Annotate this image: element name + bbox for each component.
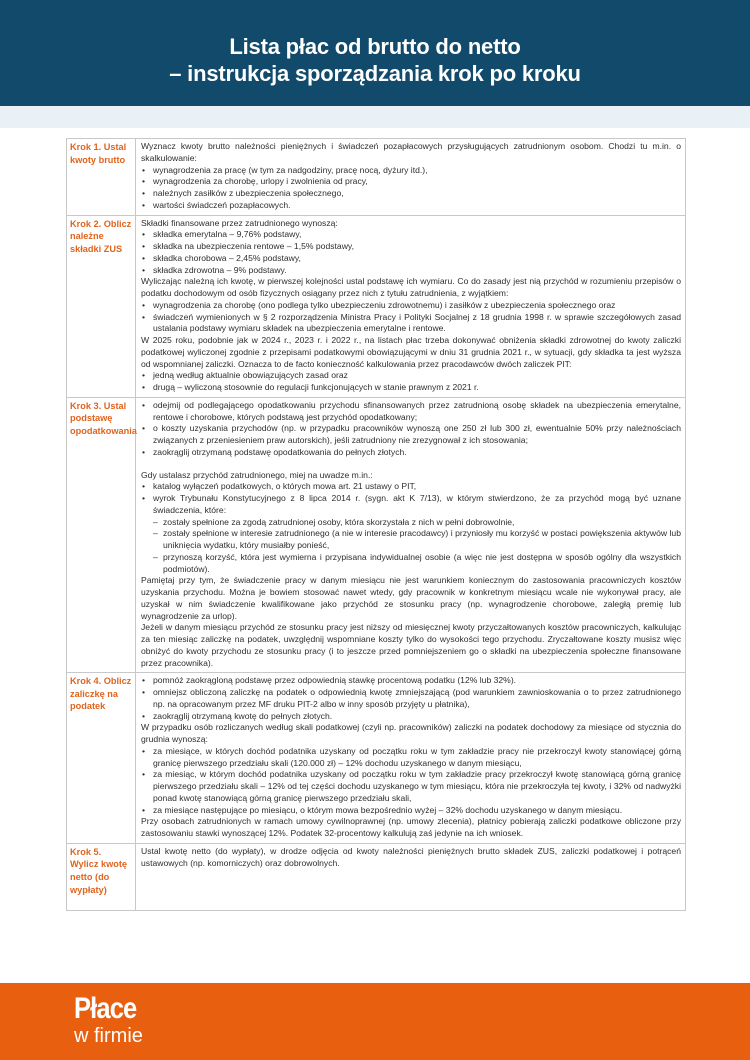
step-paragraph: W 2025 roku, podobnie jak w 2024 r., 2023 r. i 2022 r., na listach płac trzeba dokonywać obniżenia składki zdrowotnej do kwoty zaliczki podatkowej wyliczonej zgodnie z przepisami podatkowymi obowiązującymi w dniu 31 grudnia 2021 r., w sytuacji, gdy składka ta jest wyższa od wspomnianej zaliczki. Oznacza to de facto konieczność kalkulowania przez pracodawców dwóch zaliczek PIT: [141,335,681,369]
bullet-list [141,481,681,516]
header-strip [0,106,750,128]
page-title-line-2: – instrukcja sporządzania krok po kroku [169,61,581,86]
step-paragraph: Przy osobach zatrudnionych w ramach umowy cywilnoprawnej (np. umowy zlecenia), płatnicy pobierają zaliczki podatkowe obliczone przy zastosowaniu stawki wynoszącej 12%. Podatek 32-procentowy kalkulują zaś jedynie na ich wniosek. [141,816,681,838]
list-item: • świadczeń wymienionych w § 2 rozporządzenia Ministra Pracy i Polityki Socjalnej z 18 grudnia 1998 r. w sprawie szczegółowych zasad ustalania podstawy wymiaru składek na ubezpieczenia emerytalne i rentowe. [141,312,681,336]
list-item: – przynoszą korzyść, która jest wymierna i przypisana indywidualnej osobie (a więc nie jest dostępna w sposób ogólny dla wszystkich podmiotów). [153,552,681,576]
step-paragraph: Pamiętaj przy tym, że świadczenie pracy w danym miesiącu nie jest warunkiem koniecznym do zastosowania pracowniczych kosztów uzyskania przychodu. Można je bowiem stosować nawet wtedy, gdy pracownik w konkretnym miesiącu wcale nie wykonywał pracy, ale uzyskał w nim świadczenie kwalifikowane jako przychód ze stosunku pracy (np. wynagrodzenie chorobowe, zaległą premię lub wynagrodzenie za urlop). [141,575,681,621]
list-item: • składka emerytalna – 9,76% podstawy, [141,229,681,241]
bullet-list [141,300,681,335]
step-label: Krok 2. Oblicz należne składki ZUS [67,215,136,397]
step-label: Krok 1. Ustal kwoty brutto [67,139,136,216]
list-item: • wynagrodzenia za chorobę (ono podlega tylko ubezpieczeniu zdrowotnemu) i zasiłków z ubezpieczenia społecznego oraz [141,300,681,312]
logo-subtitle: w firmie [74,1025,143,1047]
list-item: • o koszty uzyskania przychodów (np. w przypadku pracowników wynoszą one 250 zł lub 300 zł, ewentualnie 50% przy należnościach związanych z przeniesieniem praw autorskich), jeśli zatrudniony nie zrezygnował z ich stosowania; [141,423,681,447]
bullet-list [141,400,681,459]
list-item: • odejmij od podlegającego opodatkowaniu przychodu sfinansowanych przez zatrudnioną osobę składek na ubezpieczenia emerytalne, rentowe i chorobowe, których podstawą jest przychód opodatkowany; [141,400,681,424]
step-content [136,215,686,397]
bullet-list [141,675,681,722]
brand-logo [68,992,178,1054]
list-item: • za miesiące, w których dochód podatnika uzyskany od początku roku w tym zakładzie pracy nie przekroczył kwoty stanowiącej górną granicę pierwszego przedziału skali (120.000 zł) – 12% dochodu uzyskanego w danym miesiącu, [141,746,681,770]
step-row [67,139,686,216]
instruction-table [66,138,686,911]
step-intro: Wyznacz kwoty brutto należności pieniężnych i świadczeń pozapłacowych przysługujących zatrudnionym osobom. Chodzi tu m.in. o skalkulowanie: [141,141,681,163]
list-item: • pomnóż zaokrągloną podstawę przez odpowiednią stawkę procentową podatku (12% lub 32%). [141,675,681,687]
instruction-table-wrapper [66,138,686,911]
list-item: – zostały spełnione w interesie zatrudnionego (a nie w interesie pracodawcy) i przyniosły mu korzyść w postaci powiększenia aktywów lub uniknięcia wydatku, który musiałby ponieść, [153,528,681,552]
bullet-list [141,229,681,276]
logo-wordmark: Płace [74,992,137,1025]
list-item: • zaokrąglij otrzymaną kwotę do pełnych złotych. [141,711,681,723]
list-item: • drugą – wyliczoną stosownie do regulacji funkcjonujących w stanie prawnym z 2021 r. [141,382,681,394]
step-label: Krok 5. Wylicz kwotę netto (do wypłaty) [67,843,136,910]
step-intro: Ustal kwotę netto (do wypłaty), w drodze odjęcia od kwoty należności pieniężnych brutto składek ZUS, zaliczki podatkowej i potrąceń ustawowych (np. komorniczych) oraz dobrowolnych. [141,845,681,868]
list-item: • katalog wyłączeń podatkowych, o których mowa art. 21 ustawy o PIT, [141,481,681,493]
list-item: • za miesiąc, w którym dochód podatnika uzyskany od początku roku w tym zakładzie pracy przekroczył kwotę stanowiącą górną granicę pierwszego przedziału skali – 12% od tej części dochodu uzyskanego w tym miesiącu, która nie przekroczyła tej kwoty, i 32% od nadwyżki ponad kwotę stanowiącą górną granicę pierwszego przedziału skali, [141,769,681,804]
list-item: • jedną według aktualnie obowiązujących zasad oraz [141,370,681,382]
page-title-line-1: Lista płac od brutto do netto [229,34,521,59]
step-content [136,843,686,910]
step-row [67,215,686,397]
list-item: • składka chorobowa – 2,45% podstawy, [141,253,681,265]
list-item: • omniejsz obliczoną zaliczkę na podatek o odpowiednią kwotę zmniejszającą (pod warunkiem zawnioskowania o to przez zatrudnionego np. na opracowanym przez MF druku PIT-2 albo w inny sposób przyjęty u płatnika), [141,687,681,711]
list-item: • wyrok Trybunału Konstytucyjnego z 8 lipca 2014 r. (sygn. akt K 7/13), w którym stwierdzono, że za przychód mogą być uznane świadczenia, które: [141,493,681,517]
step-row [67,673,686,844]
list-item: • składka zdrowotna – 9% podstawy. [141,265,681,277]
step-intro: Składki finansowane przez zatrudnionego wynoszą: [141,217,338,228]
step-label: Krok 3. Ustal podstawę opodatkowania [67,397,136,673]
step-paragraph: Gdy ustalasz przychód zatrudnionego, miej na uwadze m.in.: [141,469,373,480]
step-content [136,673,686,844]
list-item: • wynagrodzenia za chorobę, urlopy i zwolnienia od pracy, [141,176,681,188]
list-item: • wynagrodzenia za pracę (w tym za nadgodziny, pracę nocą, dyżury itd.), [141,165,681,177]
step-paragraph: Jeżeli w danym miesiącu przychód ze stosunku pracy jest niższy od miesięcznej kwoty przyczałtowanych kosztów pracowniczych, kalkulując za ten miesiąc zaliczkę na podatek, uwzględnij wspomniane koszty tylko do wysokości tego przychodu. Zryczałtowane koszty musisz więc obniżyć do kwoty przychodu ze stosunku pracy (i to jeszcze przed pomniejszeniem go o składki na ubezpieczenia społeczne finansowane przez pracownika). [141,622,681,668]
list-item: – zostały spełnione za zgodą zatrudnionej osoby, która skorzystała z nich w pełni dobrowolnie, [153,517,681,529]
bullet-list [141,165,681,212]
step-paragraph: Wyliczając należną ich kwotę, w pierwszej kolejności ustal podstawę ich wymiaru. Co do zasady jest nią przychód w rozumieniu przepisów o podatku dochodowym od osób fizycznych osiągany przez nich z tytułu zatrudnienia, z wyjątkiem: [141,276,681,298]
bullet-list [141,370,681,394]
step-row [67,843,686,910]
dash-list [141,517,681,576]
page-header [0,0,750,106]
step-paragraph: W przypadku osób rozliczanych według skali podatkowej (czyli np. pracowników) zaliczki na podatek dochodowy za miesiące od stycznia do grudnia wynoszą: [141,722,681,744]
list-item: • składka na ubezpieczenia rentowe – 1,5% podstawy, [141,241,681,253]
list-item: • należnych zasiłków z ubezpieczenia społecznego, [141,188,681,200]
list-item: • wartości świadczeń pozapłacowych. [141,200,681,212]
step-content [136,139,686,216]
list-item: • za miesiące następujące po miesiącu, o którym mowa bezpośrednio wyżej – 32% dochodu uzyskanego w danym miesiącu. [141,805,681,817]
step-row [67,397,686,673]
step-content [136,397,686,673]
step-label: Krok 4. Oblicz zaliczkę na podatek [67,673,136,844]
list-item: • zaokrąglij otrzymaną podstawę opodatkowania do pełnych złotych. [141,447,681,459]
spacer [141,459,681,470]
bullet-list [141,746,681,817]
